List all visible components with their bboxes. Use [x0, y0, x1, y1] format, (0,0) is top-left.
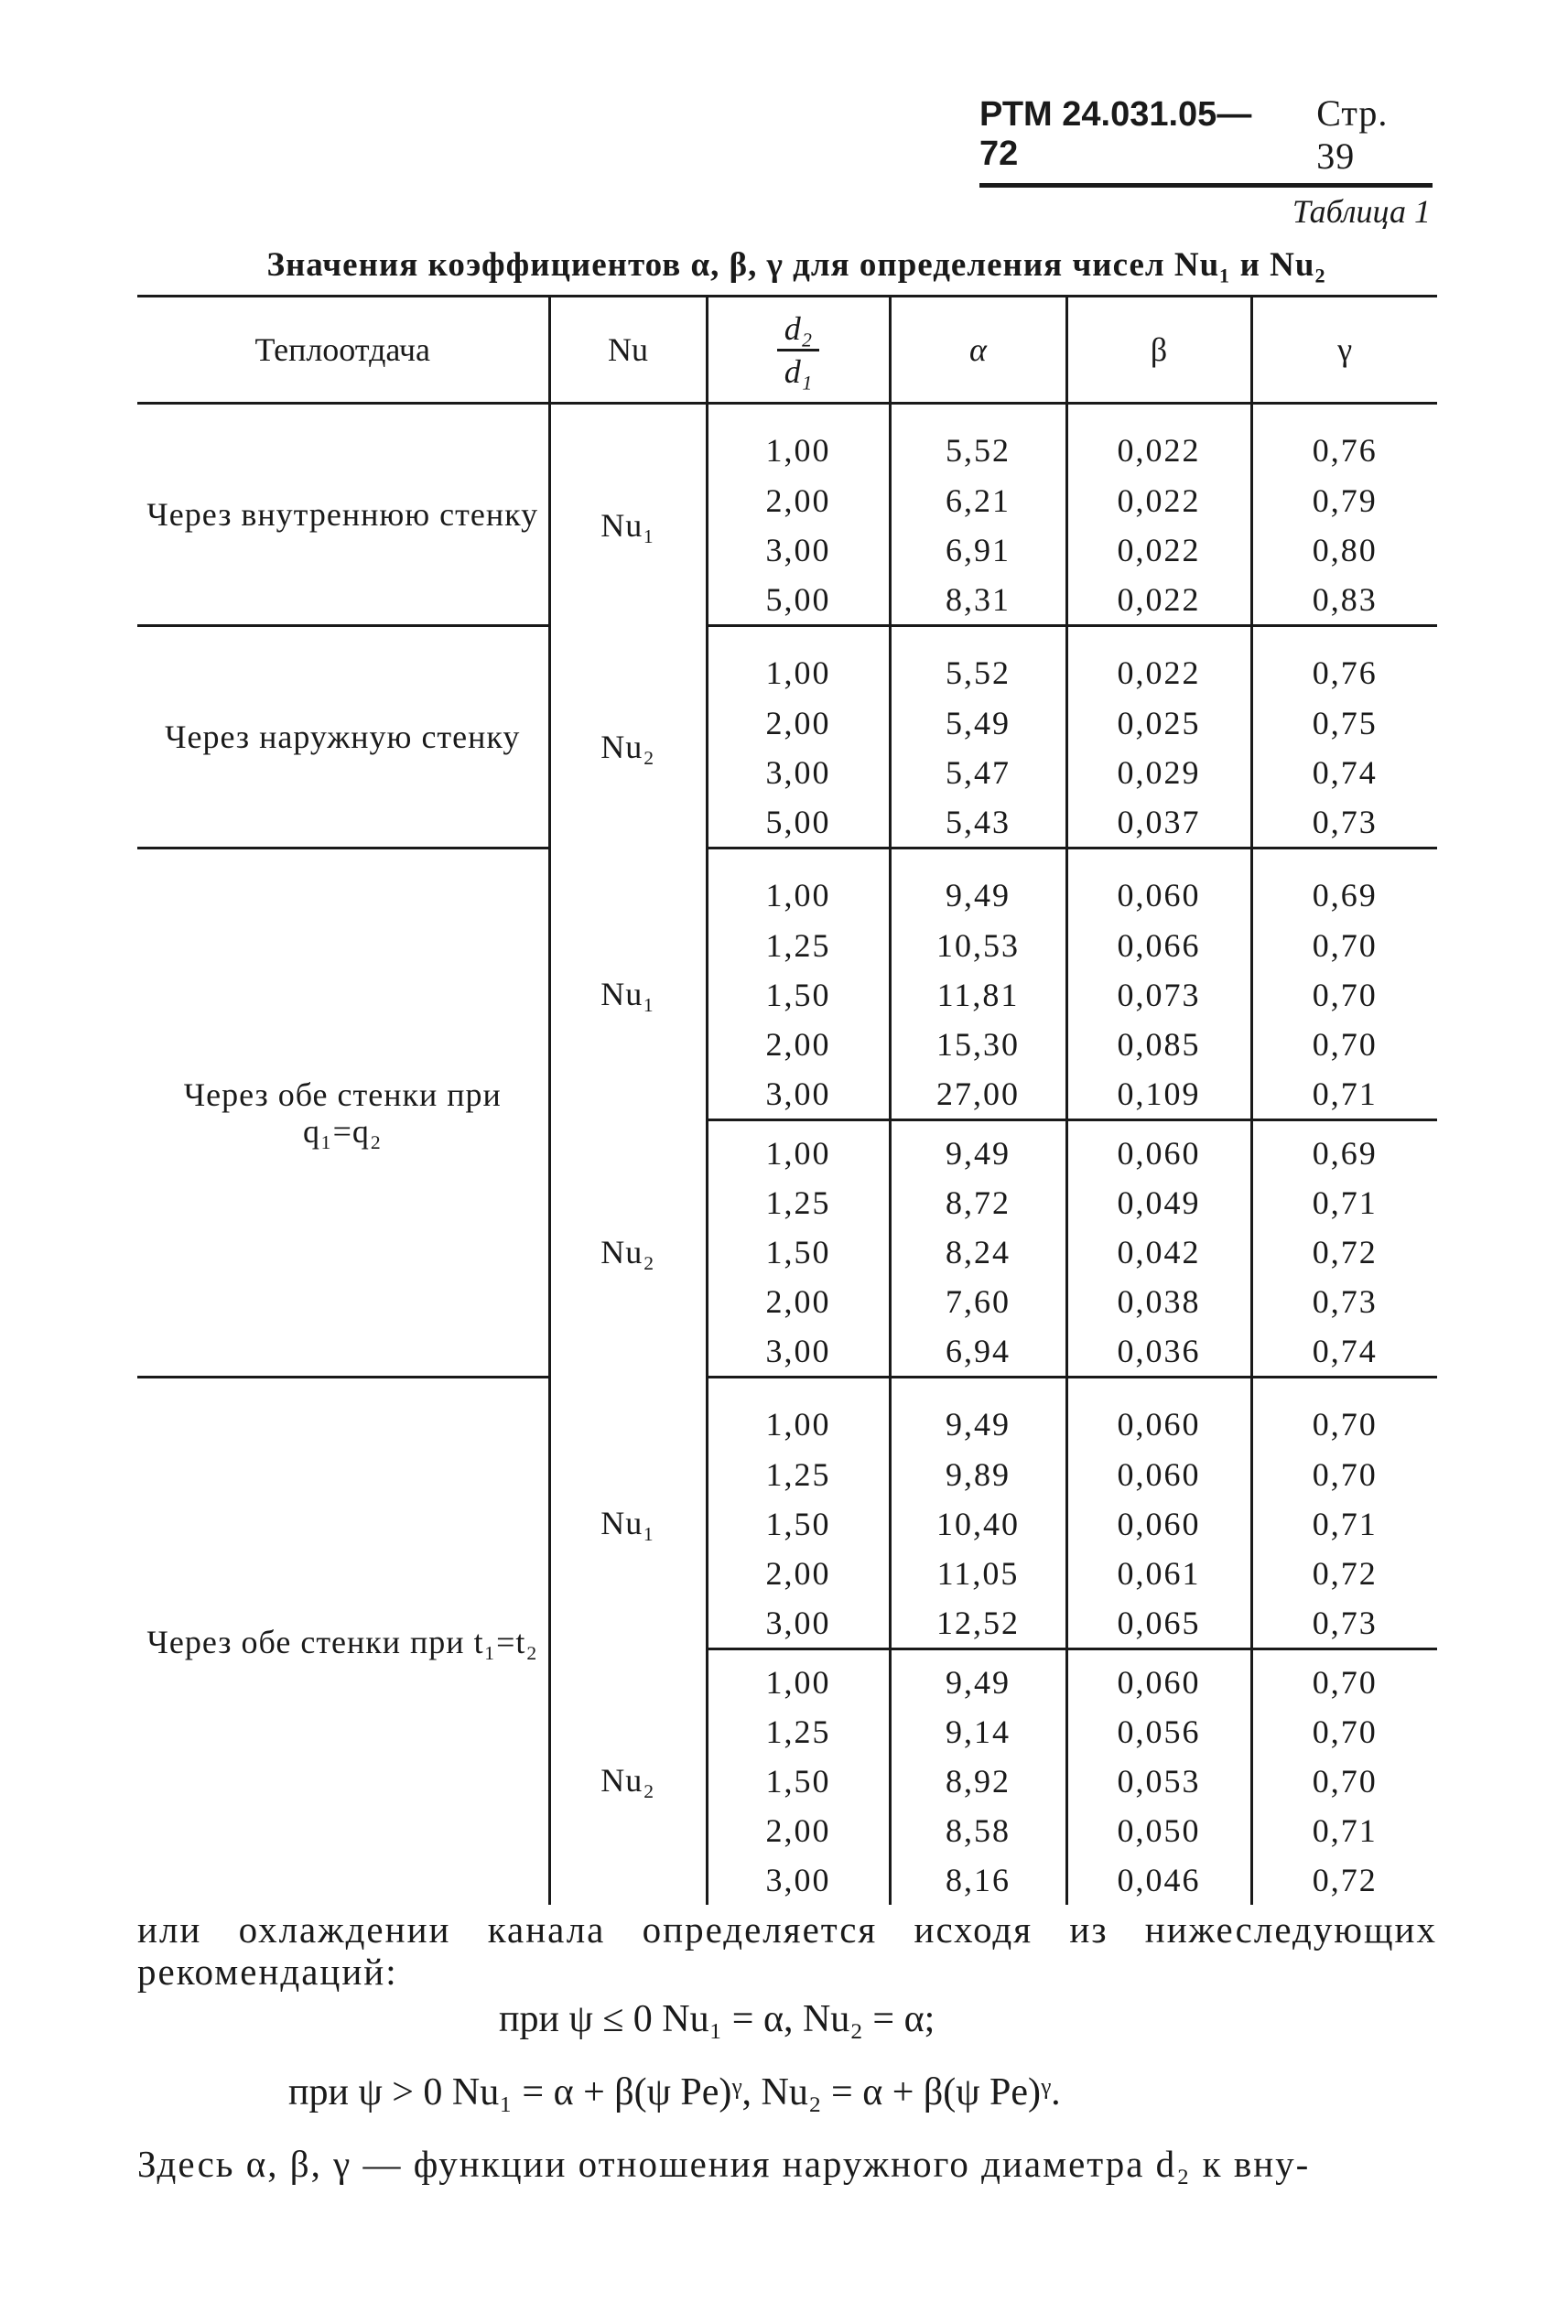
- beta-cell: 0,060: [1066, 1378, 1251, 1451]
- beta-cell: 0,038: [1066, 1277, 1251, 1326]
- gamma-cell: 0,70: [1251, 1378, 1437, 1451]
- ratio-cell: 2,00: [707, 1277, 890, 1326]
- gamma-cell: 0,70: [1251, 1757, 1437, 1806]
- beta-cell: 0,022: [1066, 404, 1251, 477]
- alpha-cell: 9,49: [890, 1649, 1066, 1708]
- beta-cell: 0,060: [1066, 849, 1251, 922]
- gamma-cell: 0,76: [1251, 404, 1437, 477]
- ratio-cell: 1,00: [707, 626, 890, 699]
- table-label: Таблица 1: [1292, 193, 1431, 230]
- beta-cell: 0,049: [1066, 1178, 1251, 1227]
- gamma-cell: 0,73: [1251, 797, 1437, 849]
- beta-cell: 0,036: [1066, 1326, 1251, 1378]
- alpha-cell: 9,14: [890, 1707, 1066, 1757]
- ratio-cell: 3,00: [707, 1855, 890, 1905]
- gamma-cell: 0,71: [1251, 1069, 1437, 1120]
- ratio-cell: 1,00: [707, 1649, 890, 1708]
- ratio-numerator: d₂: [777, 308, 820, 351]
- beta-cell: 0,060: [1066, 1649, 1251, 1708]
- ratio-cell: 3,00: [707, 1326, 890, 1378]
- beta-cell: 0,037: [1066, 797, 1251, 849]
- nu-label: Nu₁: [549, 1378, 707, 1649]
- table-body: [137, 404, 1437, 1906]
- alpha-cell: 8,58: [890, 1806, 1066, 1855]
- nu-label: Nu₂: [549, 626, 707, 849]
- ratio-cell: 1,25: [707, 1707, 890, 1757]
- col-nu: Nu: [549, 297, 707, 404]
- alpha-cell: 15,30: [890, 1020, 1066, 1069]
- table-row: [137, 626, 1437, 699]
- alpha-cell: 11,05: [890, 1549, 1066, 1598]
- alpha-cell: 8,31: [890, 575, 1066, 626]
- beta-cell: 0,025: [1066, 698, 1251, 748]
- formula-psi-nonpositive: при ψ ≤ 0 Nu₁ = α, Nu₂ = α;: [499, 1998, 935, 2040]
- beta-cell: 0,056: [1066, 1707, 1251, 1757]
- ratio-cell: 1,00: [707, 404, 890, 477]
- table-header-row: [137, 297, 1437, 404]
- ratio-cell: 1,00: [707, 1378, 890, 1451]
- alpha-cell: 6,21: [890, 476, 1066, 525]
- gamma-cell: 0,69: [1251, 1120, 1437, 1179]
- alpha-cell: 8,24: [890, 1227, 1066, 1277]
- col-diameter-ratio: [707, 297, 890, 404]
- ratio-cell: 1,00: [707, 849, 890, 922]
- gamma-cell: 0,71: [1251, 1806, 1437, 1855]
- coefficients-table: [137, 295, 1437, 1905]
- beta-cell: 0,109: [1066, 1069, 1251, 1120]
- group-label: Через внутреннюю стенку: [137, 404, 549, 626]
- ratio-cell: 3,00: [707, 1598, 890, 1649]
- gamma-cell: 0,73: [1251, 1598, 1437, 1649]
- gamma-cell: 0,70: [1251, 1649, 1437, 1708]
- ratio-cell: 2,00: [707, 476, 890, 525]
- nu-label: Nu₂: [549, 1120, 707, 1378]
- page-header: [979, 92, 1433, 188]
- formula-psi-positive: при ψ > 0 Nu₁ = α + β(ψ Pe)ᵞ, Nu₂ = α + β(ψ Pe)ᵞ.: [288, 2071, 1061, 2113]
- alpha-cell: 6,94: [890, 1326, 1066, 1378]
- ratio-cell: 1,50: [707, 1757, 890, 1806]
- beta-cell: 0,060: [1066, 1450, 1251, 1499]
- gamma-cell: 0,80: [1251, 525, 1437, 575]
- alpha-cell: 12,52: [890, 1598, 1066, 1649]
- alpha-cell: 8,72: [890, 1178, 1066, 1227]
- col-alpha: α: [890, 297, 1066, 404]
- beta-cell: 0,022: [1066, 476, 1251, 525]
- table-title: Значения коэффициентов α, β, γ для определения чисел Nu₁ и Nu₂: [266, 246, 1326, 284]
- beta-cell: 0,065: [1066, 1598, 1251, 1649]
- ratio-denominator: d₁: [784, 352, 813, 390]
- alpha-cell: 9,49: [890, 1378, 1066, 1451]
- nu-label: Nu₁: [549, 849, 707, 1120]
- gamma-cell: 0,71: [1251, 1499, 1437, 1549]
- gamma-cell: 0,72: [1251, 1227, 1437, 1277]
- beta-cell: 0,066: [1066, 921, 1251, 970]
- alpha-cell: 5,52: [890, 626, 1066, 699]
- col-heat-transfer: Теплоотдача: [137, 297, 549, 404]
- beta-cell: 0,046: [1066, 1855, 1251, 1905]
- col-gamma: γ: [1251, 297, 1437, 404]
- body-paragraph-2: Здесь α, β, γ — функции отношения наружного диаметра d₂ к вну-: [137, 2143, 1311, 2185]
- alpha-cell: 5,43: [890, 797, 1066, 849]
- beta-cell: 0,061: [1066, 1549, 1251, 1598]
- group-label: Через обе стенки при t₁=t₂: [146, 1623, 538, 1660]
- nu-label: Nu₂: [549, 1649, 707, 1906]
- group-label: Через наружную стенку: [137, 626, 549, 849]
- ratio-cell: 1,25: [707, 921, 890, 970]
- alpha-cell: 5,52: [890, 404, 1066, 477]
- ratio-cell: 3,00: [707, 1069, 890, 1120]
- alpha-cell: 8,92: [890, 1757, 1066, 1806]
- col-beta: β: [1066, 297, 1251, 404]
- ratio-cell: 1,50: [707, 970, 890, 1020]
- ratio-cell: 3,00: [707, 525, 890, 575]
- gamma-cell: 0,70: [1251, 1450, 1437, 1499]
- gamma-cell: 0,70: [1251, 1020, 1437, 1069]
- gamma-cell: 0,72: [1251, 1549, 1437, 1598]
- gamma-cell: 0,72: [1251, 1855, 1437, 1905]
- gamma-cell: 0,76: [1251, 626, 1437, 699]
- ratio-cell: 3,00: [707, 748, 890, 797]
- page-number: Стр. 39: [1316, 92, 1389, 177]
- beta-cell: 0,060: [1066, 1499, 1251, 1549]
- gamma-cell: 0,73: [1251, 1277, 1437, 1326]
- group-label: Через обе стенки при q₁=q₂: [137, 849, 549, 1378]
- alpha-cell: 11,81: [890, 970, 1066, 1020]
- table-row: [137, 849, 1437, 922]
- beta-cell: 0,022: [1066, 626, 1251, 699]
- alpha-cell: 5,49: [890, 698, 1066, 748]
- alpha-cell: 10,40: [890, 1499, 1066, 1549]
- ratio-cell: 2,00: [707, 698, 890, 748]
- alpha-cell: 8,16: [890, 1855, 1066, 1905]
- document-code: РТМ 24.031.05—72: [979, 95, 1252, 173]
- beta-cell: 0,022: [1066, 525, 1251, 575]
- alpha-cell: 9,89: [890, 1450, 1066, 1499]
- table-row: [137, 1378, 1437, 1451]
- ratio-cell: 1,00: [707, 1120, 890, 1179]
- gamma-cell: 0,83: [1251, 575, 1437, 626]
- nu-label: Nu₁: [549, 404, 707, 626]
- ratio-cell: 1,50: [707, 1499, 890, 1549]
- alpha-cell: 9,49: [890, 849, 1066, 922]
- beta-cell: 0,085: [1066, 1020, 1251, 1069]
- gamma-cell: 0,74: [1251, 1326, 1437, 1378]
- beta-cell: 0,053: [1066, 1757, 1251, 1806]
- alpha-cell: 9,49: [890, 1120, 1066, 1179]
- gamma-cell: 0,70: [1251, 1707, 1437, 1757]
- gamma-cell: 0,70: [1251, 970, 1437, 1020]
- beta-cell: 0,042: [1066, 1227, 1251, 1277]
- ratio-cell: 1,50: [707, 1227, 890, 1277]
- ratio-cell: 1,25: [707, 1178, 890, 1227]
- body-paragraph-1: или охлаждении канала определяется исходя из нижеследующих рекомендаций:: [137, 1908, 1437, 1993]
- gamma-cell: 0,75: [1251, 698, 1437, 748]
- gamma-cell: 0,69: [1251, 849, 1437, 922]
- table-row: [137, 404, 1437, 477]
- beta-cell: 0,060: [1066, 1120, 1251, 1179]
- alpha-cell: 27,00: [890, 1069, 1066, 1120]
- beta-cell: 0,050: [1066, 1806, 1251, 1855]
- alpha-cell: 6,91: [890, 525, 1066, 575]
- gamma-cell: 0,79: [1251, 476, 1437, 525]
- beta-cell: 0,022: [1066, 575, 1251, 626]
- beta-cell: 0,073: [1066, 970, 1251, 1020]
- ratio-cell: 2,00: [707, 1020, 890, 1069]
- gamma-cell: 0,71: [1251, 1178, 1437, 1227]
- ratio-cell: 5,00: [707, 575, 890, 626]
- alpha-cell: 7,60: [890, 1277, 1066, 1326]
- ratio-cell: 2,00: [707, 1806, 890, 1855]
- alpha-cell: 10,53: [890, 921, 1066, 970]
- alpha-cell: 5,47: [890, 748, 1066, 797]
- gamma-cell: 0,74: [1251, 748, 1437, 797]
- ratio-cell: 2,00: [707, 1549, 890, 1598]
- beta-cell: 0,029: [1066, 748, 1251, 797]
- ratio-cell: 5,00: [707, 797, 890, 849]
- gamma-cell: 0,70: [1251, 921, 1437, 970]
- ratio-cell: 1,25: [707, 1450, 890, 1499]
